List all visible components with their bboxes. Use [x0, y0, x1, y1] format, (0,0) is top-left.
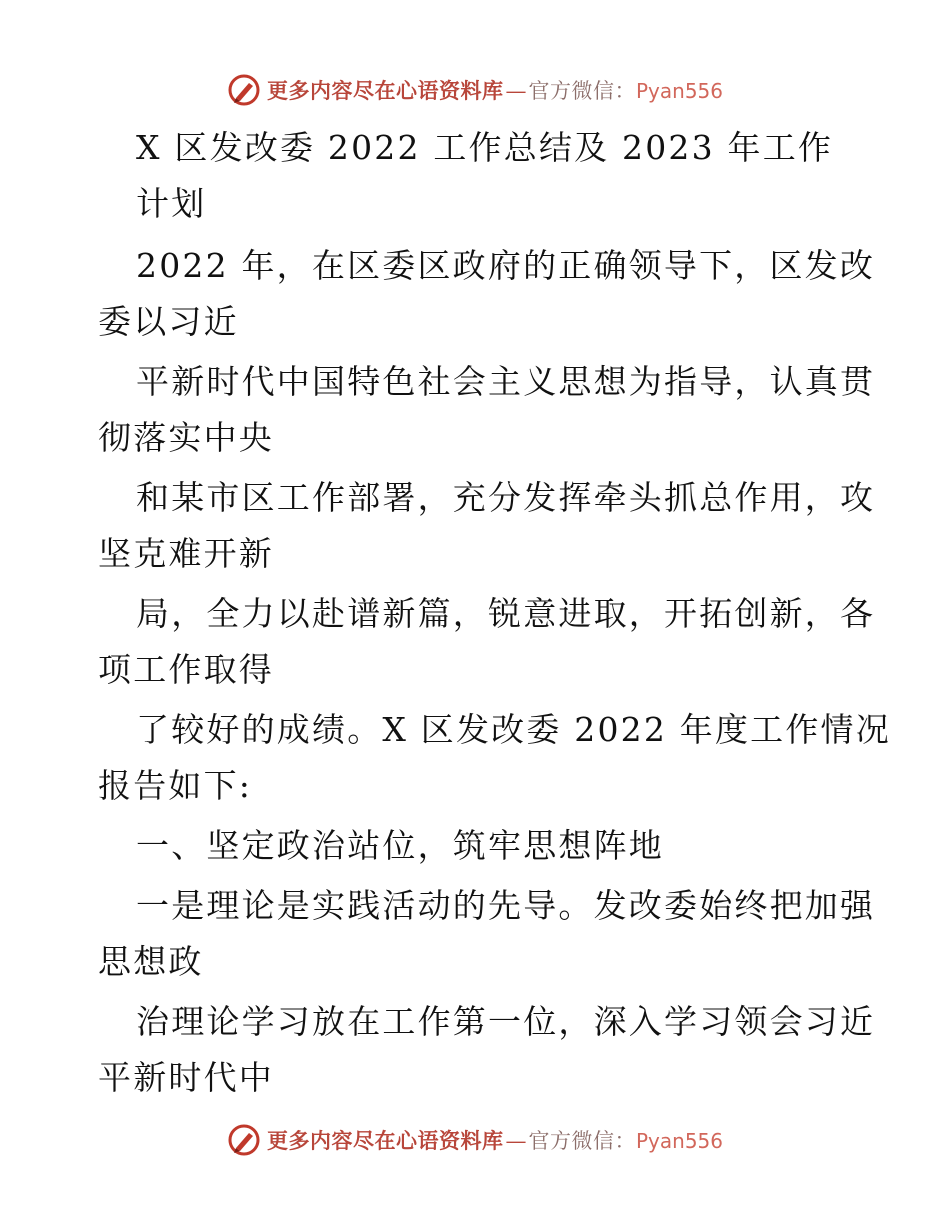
banner-main-text: 更多内容尽在心语资料库 [266, 1128, 504, 1153]
banner-wechat-id: Pyan556 [635, 1129, 723, 1153]
banner-wechat-label: 官方微信： [528, 79, 636, 103]
header-banner [0, 70, 950, 110]
paragraph-line: 一是理论是实践活动的先导。发改委始终把加强 [136, 886, 876, 925]
banner-dash: — [505, 1129, 527, 1153]
paragraph-line: 2022 年，在区委区政府的正确领导下，区发改 [136, 246, 876, 285]
paragraph-line: 局，全力以赴谱新篇，锐意进取，开拓创新，各 [136, 594, 876, 633]
pen-logo-icon [227, 1123, 261, 1157]
banner-wechat-id: Pyan556 [635, 79, 723, 103]
paragraph-line: 治理论学习放在工作第一位，深入学习领会习近 [136, 1002, 876, 1041]
paragraph-line: 坚克难开新 [98, 534, 274, 573]
paragraph-line: 报告如下: [98, 766, 253, 805]
document-title-line-1: X 区发改委 2022 工作总结及 2023 年工作 [136, 128, 834, 167]
paragraph-line: 项工作取得 [98, 650, 274, 689]
banner-text [267, 75, 723, 105]
pen-logo-icon [227, 73, 261, 107]
paragraph-line: 和某市区工作部署，充分发挥牵头抓总作用，攻 [136, 478, 876, 517]
footer-banner [0, 1120, 950, 1160]
document-body [0, 118, 950, 1108]
paragraph-line: 彻落实中央 [98, 418, 274, 457]
banner-wechat-label: 官方微信： [528, 1129, 636, 1153]
paragraph-line: 委以习近 [98, 302, 239, 341]
banner-dash: — [505, 79, 527, 103]
paragraph-line: 思想政 [98, 942, 204, 981]
section-heading: 一、坚定政治站位，筑牢思想阵地 [136, 826, 664, 865]
paragraph-line: 平新时代中 [98, 1058, 274, 1097]
banner-main-text: 更多内容尽在心语资料库 [266, 78, 504, 103]
banner-text [267, 1125, 723, 1155]
paragraph-line: 了较好的成绩。X 区发改委 2022 年度工作情况 [136, 710, 891, 749]
paragraph-line: 平新时代中国特色社会主义思想为指导，认真贯 [136, 362, 876, 401]
document-title-line-2: 计划 [136, 184, 207, 223]
